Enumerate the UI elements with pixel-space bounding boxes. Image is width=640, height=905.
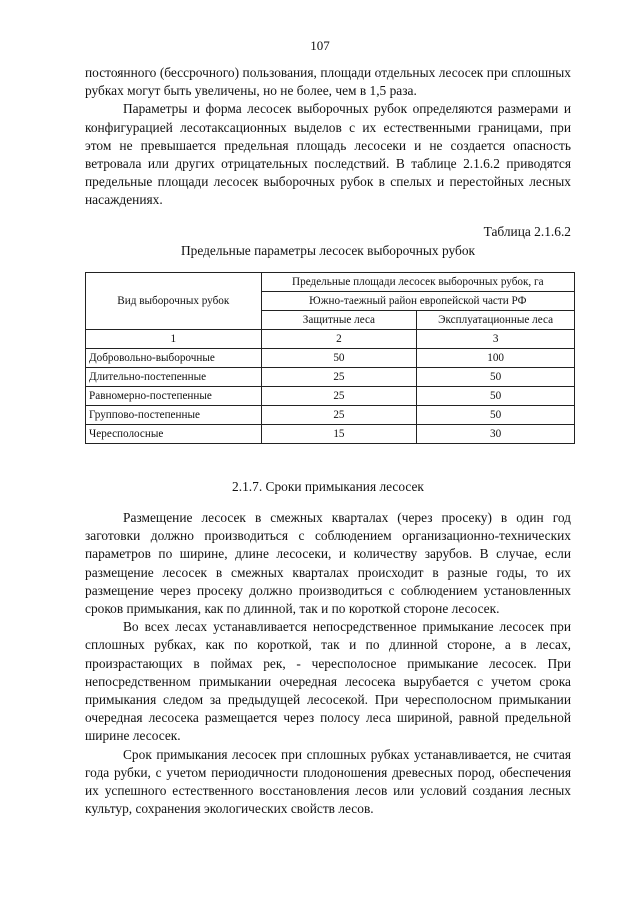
table-row — [86, 349, 575, 368]
table-numbering-row — [86, 330, 575, 349]
cutting-parameters-table — [85, 272, 575, 444]
table-header-row — [86, 273, 575, 292]
cutting-type-cell: Равномерно-постепенные — [86, 387, 262, 406]
exploitation-value-cell: 50 — [417, 368, 575, 387]
protective-value-cell: 25 — [261, 368, 417, 387]
page-number: 107 — [310, 38, 330, 53]
cutting-type-cell: Чересполосные — [86, 425, 262, 444]
exploitation-value-cell: 30 — [417, 425, 575, 444]
table-row — [86, 425, 575, 444]
column-number: 3 — [417, 330, 575, 349]
intro-paragraph-2: Параметры и форма лесосек выборочных рубок определяются размерами и конфигурацией лесотаксационных выделов с их естественными границами, при этом не превышается предельная площадь лесосеки и не создается опасность ветровала или других отрицательных последствий. В таблице 2.1.6.2 приводятся предельные площади лесосек выборочных рубок в спелых и перестойных лесных насаждениях. — [85, 101, 571, 208]
section-heading: 2.1.7. Сроки примыкания лесосек — [232, 479, 424, 494]
cutting-type-cell: Длительно-постепенные — [86, 368, 262, 387]
column-number: 1 — [86, 330, 262, 349]
section-paragraph-2: Во всех лесах устанавливается непосредственное примыкание лесосек при сплошных рубках, как по короткой, так и по длинной стороне, а в лесах, произрастающих в поймах рек, - чересполосное примыкание лесосек. При непосредственном примыкании очередная лесосека вырубается с учетом срока примыкания следом за предыдущей лесосекой. При чересполосном примыкании очередная лесосека размещается через полосу леса шириной, равной предельной ширине лесосек. — [85, 619, 571, 744]
table-row — [86, 368, 575, 387]
protective-value-cell: 15 — [261, 425, 417, 444]
section-paragraph-1: Размещение лесосек в смежных кварталах (через просеку) в один год заготовки должно производиться с соблюдением организационно-технических параметров по ширине, длине лесосеки, и количеству зарубов. В случае, если размещение лесосек в смежных кварталах происходит в разные годы, то их размещение через просеку должно производиться с соблюдением установленных сроков примыкания, как по длинной, так и по короткой стороне лесосек. — [85, 510, 571, 617]
header-region: Южно-таежный район европейской части РФ — [261, 292, 574, 311]
intro-text — [85, 64, 571, 210]
table-row — [86, 406, 575, 425]
table-label: Таблица 2.1.6.2 — [483, 224, 571, 239]
section-text — [85, 509, 571, 818]
header-area-limits: Предельные площади лесосек выборочных рубок, га — [261, 273, 574, 292]
intro-paragraph-1: постоянного (бессрочного) пользования, площади отдельных лесосек при сплошных рубках могут быть увеличены, но не более, чем в 1,5 раза. — [85, 65, 571, 99]
protective-value-cell: 25 — [261, 387, 417, 406]
header-exploitation-forests: Эксплуатационные леса — [417, 311, 575, 330]
cutting-type-cell: Группово-постепенные — [86, 406, 262, 425]
header-cutting-type: Вид выборочных рубок — [86, 273, 262, 330]
protective-value-cell: 25 — [261, 406, 417, 425]
exploitation-value-cell: 50 — [417, 406, 575, 425]
exploitation-value-cell: 100 — [417, 349, 575, 368]
header-protective-forests: Защитные леса — [261, 311, 417, 330]
column-number: 2 — [261, 330, 417, 349]
table-row — [86, 387, 575, 406]
exploitation-value-cell: 50 — [417, 387, 575, 406]
table-title: Предельные параметры лесосек выборочных рубок — [180, 243, 476, 258]
protective-value-cell: 50 — [261, 349, 417, 368]
section-paragraph-3: Срок примыкания лесосек при сплошных рубках устанавливается, не считая года рубки, с учетом периодичности плодоношения древесных пород, обеспечения их успешного естественного восстановления лесов или условий создания лесных культур, сохранения экологических свойств лесов. — [85, 746, 571, 817]
cutting-type-cell: Добровольно-выборочные — [86, 349, 262, 368]
